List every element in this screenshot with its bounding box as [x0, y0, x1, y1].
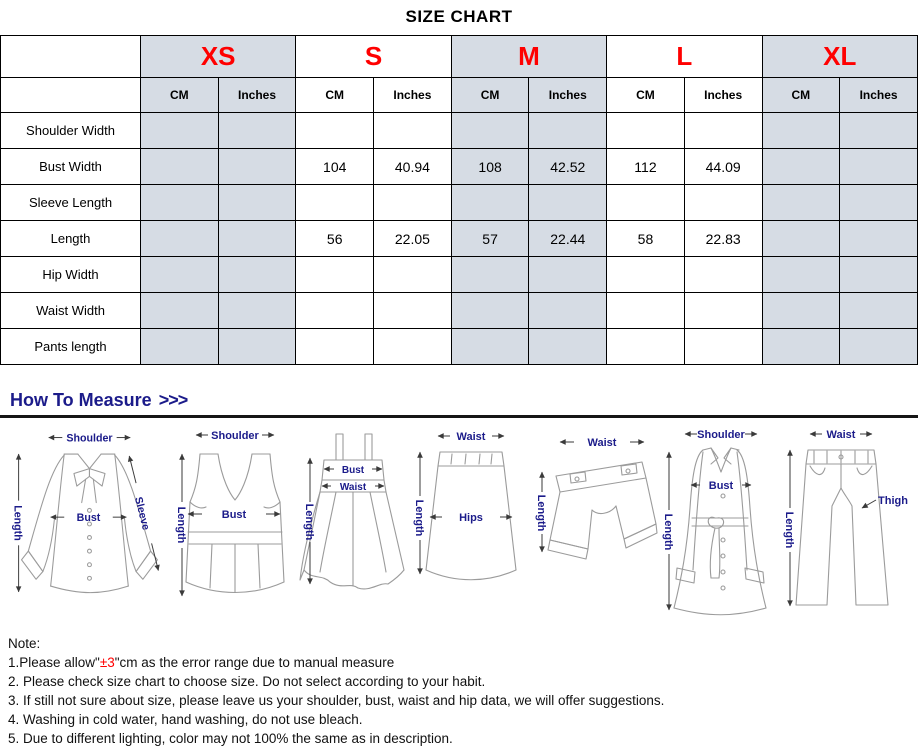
unit-inches-xs: Inches — [218, 78, 296, 113]
garment-outline — [796, 450, 888, 605]
size-value-cell — [684, 329, 762, 365]
size-value-cell — [141, 329, 219, 365]
garment-outline — [186, 454, 284, 593]
size-value-cell — [607, 113, 685, 149]
page-title: SIZE CHART — [405, 7, 513, 26]
how-to-measure-text: How To Measure — [10, 390, 152, 410]
waist-measure-label: Waist — [826, 429, 856, 441]
size-value-cell — [296, 293, 374, 329]
how-to-measure-heading — [10, 390, 918, 411]
size-value-cell — [684, 113, 762, 149]
size-value-cell: 42.52 — [529, 149, 607, 185]
table-row — [1, 113, 918, 149]
hips-measure-label: Hips — [459, 512, 484, 524]
table-row — [1, 329, 918, 365]
unit-header-row — [1, 78, 918, 113]
size-value-cell — [762, 329, 840, 365]
size-value-cell — [141, 221, 219, 257]
size-header-m: M — [451, 36, 606, 78]
sleeve-measure-label: Sleeve — [131, 495, 152, 532]
size-table-body — [1, 113, 918, 365]
size-header-s: S — [296, 36, 451, 78]
size-value-cell — [762, 149, 840, 185]
table-row — [1, 185, 918, 221]
size-value-cell — [451, 257, 529, 293]
unit-cm-s: CM — [296, 78, 374, 113]
waist-measure-label: Waist — [339, 482, 366, 493]
size-value-cell — [141, 185, 219, 221]
size-value-cell: 108 — [451, 149, 529, 185]
waist-measure-label: Waist — [587, 437, 617, 449]
note-line-1: 1.Please allow"±3"cm as the error range due to manual measure — [8, 655, 395, 670]
size-value-cell — [762, 113, 840, 149]
length-measure-label: Length — [174, 506, 187, 544]
garment-outline — [548, 462, 657, 559]
unit-cm-m: CM — [451, 78, 529, 113]
size-value-cell — [218, 329, 296, 365]
length-measure-label: Length — [535, 494, 548, 532]
size-value-cell: 22.44 — [529, 221, 607, 257]
size-value-cell — [607, 185, 685, 221]
corner-cell — [1, 78, 141, 113]
size-value-cell — [529, 113, 607, 149]
unit-inches-l: Inches — [684, 78, 762, 113]
length-measure-label: Length — [662, 513, 675, 551]
row-label: Bust Width — [1, 149, 141, 185]
note-line-3: 3. If still not sure about size, please leave us your shoulder, bust, waist and hip data, we will offer suggestions. — [8, 693, 665, 708]
size-value-cell — [607, 257, 685, 293]
skirt-diagram — [410, 422, 525, 622]
measure-arrows — [175, 430, 280, 596]
table-row — [1, 149, 918, 185]
size-value-cell — [840, 257, 918, 293]
chevrons-icon: >>> — [158, 390, 188, 410]
shoulder-measure-label: Shoulder — [210, 430, 259, 442]
error-range-highlight: ±3 — [99, 655, 115, 670]
size-value-cell — [529, 185, 607, 221]
size-value-cell — [296, 257, 374, 293]
size-value-cell — [218, 257, 296, 293]
size-value-cell — [607, 293, 685, 329]
size-value-cell — [374, 185, 452, 221]
size-value-cell — [374, 257, 452, 293]
row-label: Waist Width — [1, 293, 141, 329]
size-value-cell — [451, 185, 529, 221]
unit-cm-xs: CM — [141, 78, 219, 113]
size-value-cell — [141, 293, 219, 329]
table-row — [1, 257, 918, 293]
size-value-cell — [762, 185, 840, 221]
unit-inches-xl: Inches — [840, 78, 918, 113]
size-value-cell — [762, 293, 840, 329]
note-line-2: 2. Please check size chart to choose size. Do not select according to your habit. — [8, 674, 486, 689]
size-value-cell: 104 — [296, 149, 374, 185]
row-label: Hip Width — [1, 257, 141, 293]
length-measure-label: Length — [11, 505, 24, 541]
size-value-cell — [840, 149, 918, 185]
length-measure-label: Length — [413, 499, 426, 537]
size-value-cell — [296, 113, 374, 149]
size-value-cell — [218, 185, 296, 221]
notes-section — [8, 634, 918, 748]
size-value-cell: 40.94 — [374, 149, 452, 185]
measure-arrows — [662, 429, 757, 610]
shorts-diagram — [526, 422, 658, 622]
size-value-cell — [374, 113, 452, 149]
size-value-cell — [684, 257, 762, 293]
unit-cm-xl: CM — [762, 78, 840, 113]
table-row — [1, 293, 918, 329]
size-value-cell — [607, 329, 685, 365]
size-value-cell — [296, 329, 374, 365]
size-value-cell — [684, 293, 762, 329]
size-value-cell: 58 — [607, 221, 685, 257]
blouse-diagram — [6, 422, 171, 622]
size-value-cell — [684, 185, 762, 221]
size-value-cell — [529, 329, 607, 365]
row-label: Shoulder Width — [1, 113, 141, 149]
size-value-cell: 22.05 — [374, 221, 452, 257]
size-value-cell — [218, 113, 296, 149]
unit-cm-l: CM — [607, 78, 685, 113]
size-value-cell: 56 — [296, 221, 374, 257]
size-value-cell — [141, 113, 219, 149]
length-measure-label: Length — [302, 503, 315, 541]
measure-arrows — [12, 432, 159, 591]
corner-cell — [1, 36, 141, 78]
thigh-measure-label: Thigh — [877, 495, 908, 507]
size-value-cell — [451, 293, 529, 329]
row-label: Pants length — [1, 329, 141, 365]
size-value-cell — [451, 329, 529, 365]
garment-outline — [674, 448, 766, 615]
length-measure-label: Length — [782, 511, 795, 549]
size-value-cell — [451, 113, 529, 149]
measure-diagrams — [0, 418, 918, 626]
shoulder-measure-label: Shoulder — [66, 432, 113, 445]
measure-arrows — [303, 458, 384, 584]
size-value-cell — [840, 221, 918, 257]
note-line-4: 4. Washing in cold water, hand washing, do not use bleach. — [8, 712, 363, 727]
size-header-xl: XL — [762, 36, 918, 78]
size-value-cell — [374, 293, 452, 329]
bust-measure-label: Bust — [708, 480, 734, 492]
size-value-cell — [218, 293, 296, 329]
pants-diagram — [782, 422, 912, 622]
vest-diagram — [172, 422, 297, 622]
coat-diagram — [659, 422, 781, 622]
size-value-cell — [374, 329, 452, 365]
notes-heading: Note: — [8, 636, 41, 651]
dress-diagram — [298, 422, 410, 622]
bust-measure-label: Bust — [76, 512, 101, 525]
bust-measure-label: Bust — [221, 509, 247, 521]
bust-measure-label: Bust — [341, 465, 364, 476]
waist-measure-label: Waist — [457, 431, 486, 443]
note-line-5: 5. Due to different lighting, color may not 100% the same as in description. — [8, 731, 453, 746]
size-value-cell — [141, 257, 219, 293]
size-value-cell — [840, 329, 918, 365]
size-value-cell — [840, 113, 918, 149]
size-value-cell — [529, 293, 607, 329]
size-value-cell — [141, 149, 219, 185]
size-value-cell — [218, 149, 296, 185]
size-value-cell: 112 — [607, 149, 685, 185]
table-row — [1, 221, 918, 257]
unit-inches-m: Inches — [529, 78, 607, 113]
shoulder-measure-label: Shoulder — [697, 429, 745, 441]
size-header-l: L — [607, 36, 762, 78]
size-value-cell — [840, 185, 918, 221]
row-label: Length — [1, 221, 141, 257]
size-value-cell — [762, 257, 840, 293]
size-value-cell — [529, 257, 607, 293]
size-value-cell: 22.83 — [684, 221, 762, 257]
row-label: Sleeve Length — [1, 185, 141, 221]
size-value-cell: 44.09 — [684, 149, 762, 185]
size-value-cell — [840, 293, 918, 329]
size-header-row — [1, 36, 918, 78]
size-value-cell — [762, 221, 840, 257]
size-value-cell: 57 — [451, 221, 529, 257]
size-value-cell — [296, 185, 374, 221]
size-chart-table — [0, 35, 918, 365]
size-value-cell — [218, 221, 296, 257]
size-header-xs: XS — [141, 36, 296, 78]
unit-inches-s: Inches — [374, 78, 452, 113]
